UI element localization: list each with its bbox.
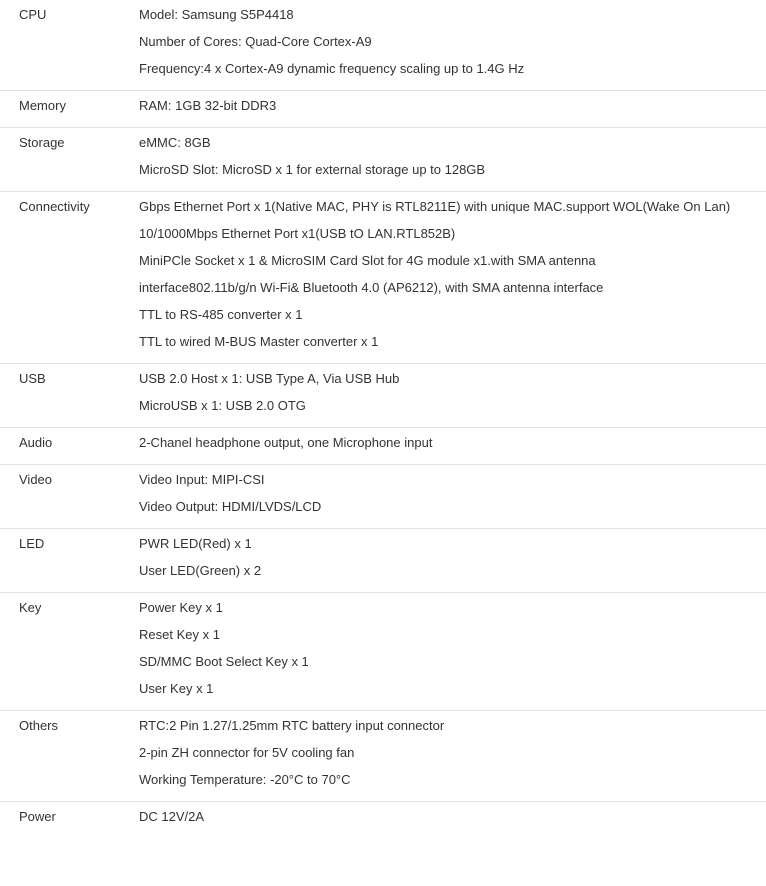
spec-value-cell: [139, 428, 766, 465]
spec-value-line: 2-pin ZH connector for 5V cooling fan: [139, 745, 355, 760]
spec-label: Others: [19, 718, 59, 733]
spec-value-cell: [139, 593, 766, 711]
spec-label-cell: [0, 529, 139, 593]
spec-label-cell: [0, 0, 139, 91]
spec-row-audio: [0, 428, 766, 465]
spec-value-cell: [139, 529, 766, 593]
spec-label-cell: [0, 128, 139, 192]
spec-value-line: USB 2.0 Host x 1: USB Type A, Via USB Hub: [139, 371, 400, 386]
spec-value-line: eMMC: 8GB: [139, 135, 211, 150]
spec-value-cell: [139, 91, 766, 128]
spec-value-line: RAM: 1GB 32-bit DDR3: [139, 98, 277, 113]
spec-value-line: 10/1000Mbps Ethernet Port x1(USB tO LAN.RTL852B): [139, 226, 456, 241]
spec-label-cell: [0, 364, 139, 428]
spec-value-cell: [139, 802, 766, 839]
spec-label-cell: [0, 428, 139, 465]
spec-label: Video: [19, 472, 53, 487]
spec-row-connectivity: [0, 192, 766, 364]
spec-value-line: SD/MMC Boot Select Key x 1: [139, 654, 309, 669]
spec-value-line: Video Input: MIPI-CSI: [139, 472, 265, 487]
spec-label-cell: [0, 91, 139, 128]
spec-value-line: Power Key x 1: [139, 600, 223, 615]
spec-label: Memory: [19, 98, 66, 113]
spec-value-line: Frequency:4 x Cortex-A9 dynamic frequency scaling up to 1.4G Hz: [139, 61, 525, 76]
spec-row-others: [0, 711, 766, 802]
spec-value-cell: [139, 711, 766, 802]
spec-label: Storage: [19, 135, 65, 150]
spec-row-video: [0, 465, 766, 529]
spec-label-cell: [0, 192, 139, 364]
spec-value-line: RTC:2 Pin 1.27/1.25mm RTC battery input connector: [139, 718, 445, 733]
spec-row-led: [0, 529, 766, 593]
spec-value-line: MicroSD Slot: MicroSD x 1 for external storage up to 128GB: [139, 162, 486, 177]
spec-value-cell: [139, 192, 766, 364]
spec-label-cell: [0, 802, 139, 839]
spec-value-line: Reset Key x 1: [139, 627, 220, 642]
spec-label: USB: [19, 371, 46, 386]
spec-label: LED: [19, 536, 45, 551]
spec-value-line: Working Temperature: -20°C to 70°C: [139, 772, 351, 787]
spec-row-power: [0, 802, 766, 839]
spec-row-key: [0, 593, 766, 711]
spec-label: Audio: [19, 435, 53, 450]
spec-value-line: User LED(Green) x 2: [139, 563, 262, 578]
spec-value-cell: [139, 128, 766, 192]
spec-value-cell: [139, 465, 766, 529]
spec-value-line: PWR LED(Red) x 1: [139, 536, 252, 551]
spec-label-cell: [0, 465, 139, 529]
spec-value-line: TTL to wired M-BUS Master converter x 1: [139, 334, 379, 349]
spec-value-line: TTL to RS-485 converter x 1: [139, 307, 303, 322]
spec-value-cell: [139, 0, 766, 91]
spec-value-cell: [139, 364, 766, 428]
spec-row-cpu: [0, 0, 766, 91]
spec-value-line: Video Output: HDMI/LVDS/LCD: [139, 499, 322, 514]
spec-value-line: Number of Cores: Quad-Core Cortex-A9: [139, 34, 372, 49]
spec-label: CPU: [19, 7, 47, 22]
spec-label: Connectivity: [19, 199, 90, 214]
spec-value-line: Gbps Ethernet Port x 1(Native MAC, PHY is RTL8211E) with unique MAC.support WOL(Wake On Lan): [139, 199, 731, 214]
spec-row-memory: [0, 91, 766, 128]
spec-value-line: 2-Chanel headphone output, one Microphone input: [139, 435, 433, 450]
spec-value-line: MicroUSB x 1: USB 2.0 OTG: [139, 398, 306, 413]
spec-label: Key: [19, 600, 42, 615]
spec-value-line: interface802.11b/g/n Wi-Fi& Bluetooth 4.0 (AP6212), with SMA antenna interface: [139, 280, 604, 295]
spec-value-line: User Key x 1: [139, 681, 214, 696]
spec-row-usb: [0, 364, 766, 428]
spec-label-cell: [0, 593, 139, 711]
spec-value-line: DC 12V/2A: [139, 809, 205, 824]
spec-row-storage: [0, 128, 766, 192]
spec-label-cell: [0, 711, 139, 802]
spec-value-line: Model: Samsung S5P4418: [139, 7, 294, 22]
spec-value-line: MiniPCle Socket x 1 & MicroSIM Card Slot for 4G module x1.with SMA antenna: [139, 253, 596, 268]
spec-label: Power: [19, 809, 56, 824]
